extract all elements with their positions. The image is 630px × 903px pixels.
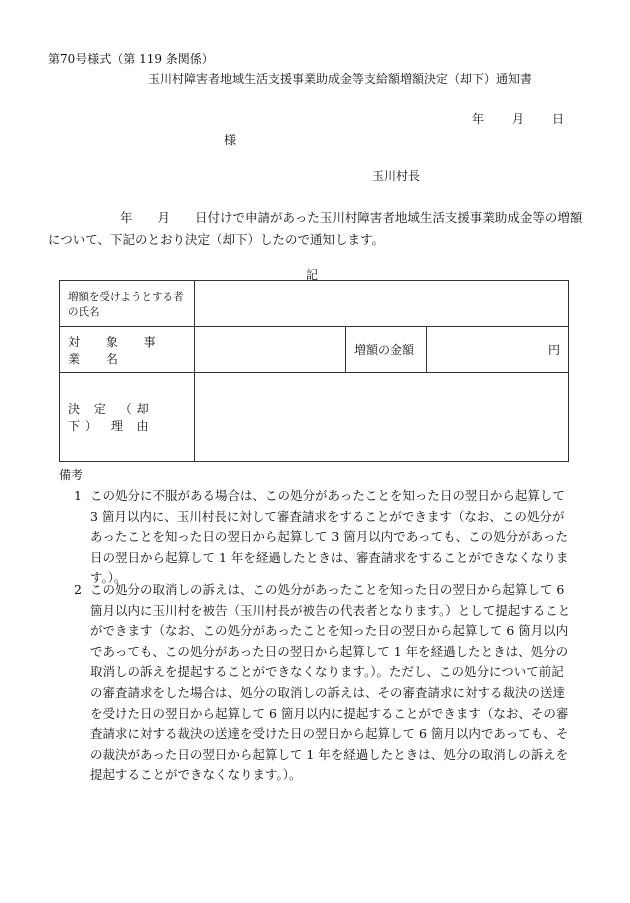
reason-cell[interactable] — [195, 373, 569, 462]
table-row — [60, 373, 569, 462]
note-text: この処分に不服がある場合は、この処分があったことを知った日の翌日から起算して 3 箇月以内に、玉川村長に対して審査請求をすることができます（なお、この処分があったことを知った日の翌日から起算して 3 箇月以内であっても、この処分があった日の翌日から起算して 1 年を経過したときは、審査請求をすることができなくなります。）。 — [90, 488, 569, 586]
ki-heading: 記 — [306, 268, 319, 282]
date-year-label: 年 — [472, 112, 485, 126]
document-title: 玉川村障害者地域生活支援事業助成金等支給額増額決定（却下）通知書 — [148, 72, 533, 86]
notes-title: 備考 — [59, 468, 84, 482]
date-day-label: 日 — [552, 112, 565, 126]
form-number: 第70号様式（第 119 条関係） — [48, 52, 214, 66]
program-label: 対 象 事 業 名 — [60, 327, 195, 373]
amount-label: 増額の金額 — [346, 327, 427, 373]
applicant-label: 増額を受けようとする者の氏名 — [60, 281, 195, 327]
date-month-label: 月 — [512, 112, 525, 126]
date-line — [472, 110, 564, 127]
note-number: 2 — [74, 582, 82, 597]
decision-table — [59, 280, 569, 462]
table-row — [60, 327, 569, 373]
note-number: 1 — [74, 488, 82, 503]
amount-cell[interactable] — [427, 327, 569, 373]
recipient-suffix: 様 — [224, 133, 237, 147]
issuer-name: 玉川村長 — [372, 169, 421, 183]
note-item — [66, 486, 576, 589]
table-row — [60, 281, 569, 327]
reason-label: 決 定 （却 下） 理 由 — [60, 373, 195, 462]
notice-body: 年 月 日付けで申請があった玉川村障害者地域生活支援事業助成金等の増額について、下記のとおり決定（却下）したので通知します。 — [48, 210, 583, 247]
amount-unit: 円 — [547, 343, 560, 357]
note-text: この処分の取消しの訴えは、この処分があったことを知った日の翌日から起算して 6 箇月以内に玉川村を被告（玉川村長が被告の代表者となります。）として提起することができます（なお、この処分があったことを知った日の翌日から起算して 6 箇月以内であっても、この処分があった日の翌日から起算して 1 年を経過したときは、処分の取消しの訴えを提起することができなくなります。）。ただし、この処分について前記の審査請求をした場合は、処分の取消しの訴えは、その審査請求に対する裁決の送達を受けた日の翌日から起算して 6 箇月以内に提起することができます（なお、その審査請求に対する裁決の送達を受けた日の翌日から起算して 6 箇月以内であっても、その裁決があった日の翌日から起算して 1 年を経過したときは、処分の取消しの訴えを提起することができなくなります。）。 — [90, 582, 571, 783]
program-name-cell[interactable] — [195, 327, 346, 373]
applicant-name-cell[interactable] — [195, 281, 569, 327]
note-item — [66, 580, 576, 786]
